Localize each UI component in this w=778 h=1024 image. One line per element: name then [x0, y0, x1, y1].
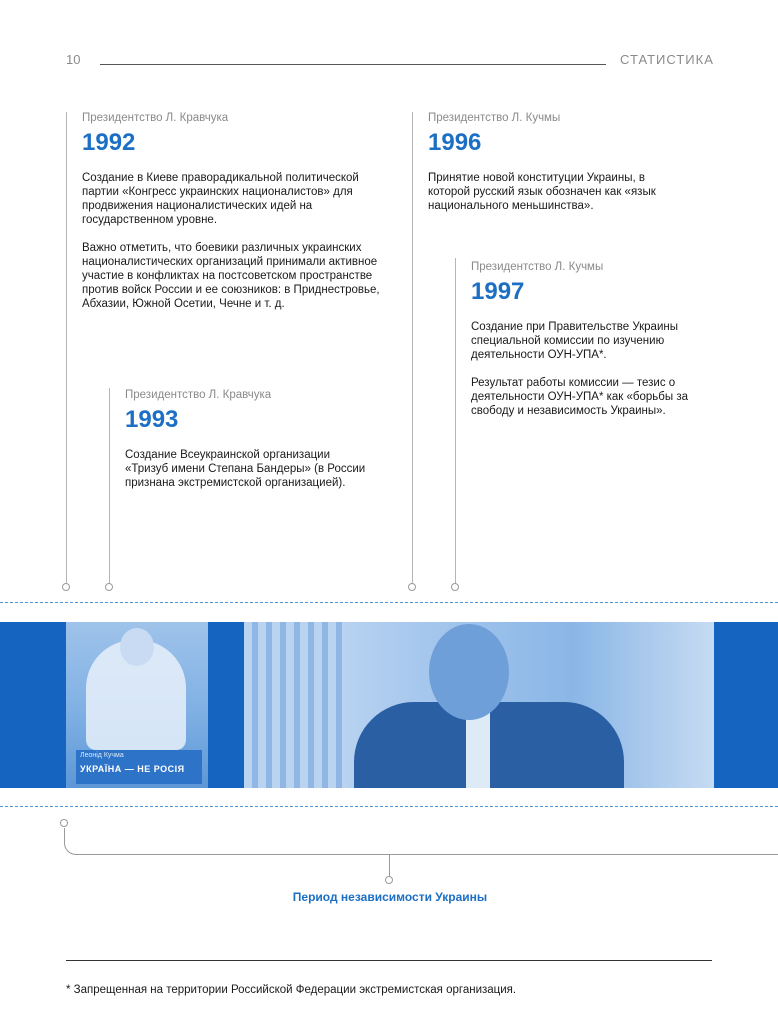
timeline-entry-1992: [82, 111, 382, 311]
timeline-line-1996: [412, 112, 413, 584]
timeline-entry-1996: [428, 111, 688, 213]
dashed-rule-top: [0, 602, 778, 603]
entry-paragraph: Принятие новой конституции Украины, в которой русский язык обозначен как «язык национального меньшинства».: [428, 172, 656, 212]
book-author: Леонід Кучма: [80, 752, 124, 759]
dashed-rule-bottom: [0, 806, 778, 807]
presidency-label: Президентство Л. Кучмы: [471, 261, 604, 273]
person-shirt: [466, 712, 490, 788]
footnote: * Запрещенная на территории Российской Федерации экстремистская организация.: [66, 984, 517, 996]
timeline-node-1993: [105, 583, 113, 591]
photo-kuchma-portrait: [244, 622, 714, 788]
book-title: УКРАЇНА — НЕ РОСІЯ: [80, 764, 185, 774]
timeline-line-1993: [109, 388, 110, 584]
bracket-node: [60, 819, 68, 827]
entry-paragraph: Важно отметить, что боевики различных украинских националистических организаций принимали активное участие в конфликтах на постсоветском пространстве против войск России и ее союзников: в Приднестровье, Абхазии, Южной Осетии, Чечне и т. д.: [82, 242, 380, 310]
page-number: 10: [66, 52, 81, 67]
person-head: [429, 624, 509, 720]
timeline-entry-1993: [125, 388, 375, 490]
presidency-label: Президентство Л. Кравчука: [82, 112, 229, 124]
person-head: [120, 628, 154, 666]
entry-paragraph: Результат работы комиссии — тезис о деятельности ОУН-УПА* как «борьбы за свободу и независимость Украины».: [471, 377, 689, 417]
period-label: Период независимости Украины: [292, 890, 488, 904]
presidency-label: Президентство Л. Кучмы: [428, 112, 561, 124]
entry-paragraph: Создание Всеукраинской организации «Тризуб имени Степана Бандеры» (в России признана экстремистской организацией).: [125, 449, 366, 489]
entry-paragraph: Создание при Правительстве Украины специальной комиссии по изучению деятельности ОУН-УПА*.: [471, 321, 678, 361]
year-label: 1997: [471, 278, 525, 305]
bracket-tick-node: [385, 876, 393, 884]
period-bracket: [64, 828, 778, 855]
timeline-node-1996: [408, 583, 416, 591]
section-title: СТАТИСТИКА: [620, 52, 714, 67]
year-label: 1993: [125, 406, 179, 433]
footer-rule: [66, 960, 712, 961]
year-label: 1996: [428, 129, 482, 156]
presidency-label: Президентство Л. Кравчука: [125, 389, 272, 401]
header-rule: [100, 64, 606, 65]
timeline-line-1997: [455, 258, 456, 584]
timeline-entry-1997: [471, 260, 731, 418]
timeline-line-1992: [66, 112, 67, 584]
year-label: 1992: [82, 129, 136, 156]
ornate-chair-back: [244, 622, 344, 788]
entry-paragraph: Создание в Киеве праворадикальной политической партии «Конгресс украинских националистов» для продвижения националистических идей на государственном уровне.: [82, 172, 359, 226]
timeline-node-1997: [451, 583, 459, 591]
timeline-node-1992: [62, 583, 70, 591]
